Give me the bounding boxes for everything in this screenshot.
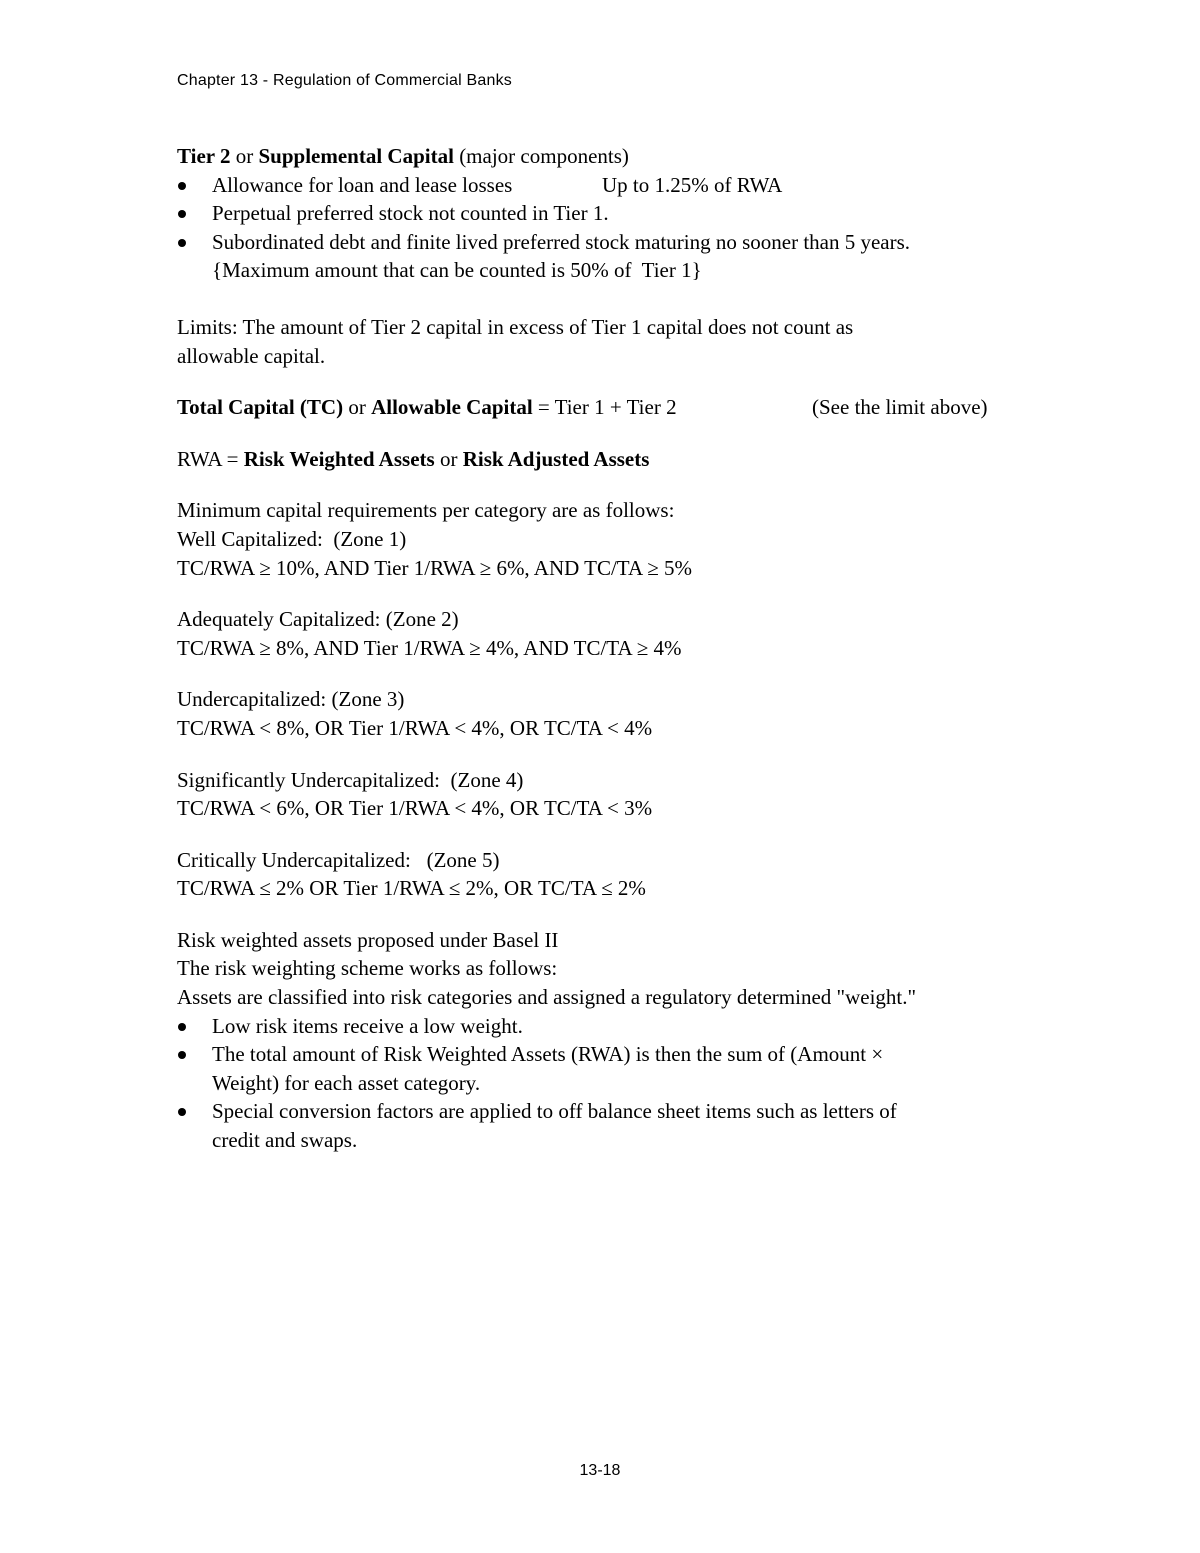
tier2-heading bbox=[177, 142, 1037, 171]
list-item bbox=[177, 171, 1037, 200]
tier2-heading-connector: or bbox=[230, 144, 259, 168]
zone-block bbox=[177, 685, 1037, 742]
list-item-text-continued: Weight) for each asset category. bbox=[212, 1070, 481, 1095]
page-body bbox=[177, 142, 1037, 1155]
zone-rule: TC/RWA ≤ 2% OR Tier 1/RWA ≤ 2%, OR TC/TA ≤ 2% bbox=[177, 876, 646, 901]
bullet-icon bbox=[178, 1023, 186, 1031]
tier2-heading-term-2: Supplemental Capital bbox=[258, 144, 454, 168]
zone-block bbox=[177, 766, 1037, 823]
bullet-icon bbox=[178, 182, 186, 190]
rwa-prefix: RWA = bbox=[177, 446, 244, 471]
zone-label: Adequately Capitalized: (Zone 2) bbox=[177, 607, 459, 632]
page-number: 13-18 bbox=[579, 1462, 621, 1479]
rwa-term: Risk Weighted Assets bbox=[243, 446, 435, 471]
tier2-heading-rest: (major components) bbox=[453, 144, 629, 168]
zone-rule: TC/RWA ≥ 10%, AND Tier 1/RWA ≥ 6%, AND TC/TA ≥ 5% bbox=[177, 555, 692, 580]
limits-line-2: allowable capital. bbox=[177, 343, 326, 368]
bullet-icon bbox=[178, 1108, 186, 1116]
total-capital-formula bbox=[177, 393, 812, 422]
allowable-capital-term: Allowable Capital bbox=[371, 395, 533, 420]
risk-weighted-bullet-list bbox=[177, 1012, 1037, 1155]
zone-block bbox=[177, 525, 1037, 582]
list-item-text-continued: credit and swaps. bbox=[212, 1128, 358, 1153]
list-item bbox=[177, 1040, 1037, 1097]
list-item-text: Perpetual preferred stock not counted in Tier 1. bbox=[212, 201, 609, 226]
list-item-text-continued: {Maximum amount that can be counted is 50% of Tier 1} bbox=[212, 258, 702, 283]
total-capital-term: Total Capital (TC) bbox=[177, 395, 344, 420]
list-item-text: Low risk items receive a low weight. bbox=[212, 1013, 523, 1038]
total-capital-definition bbox=[177, 393, 1037, 422]
zone-label: Significantly Undercapitalized: (Zone 4) bbox=[177, 767, 524, 792]
list-item bbox=[177, 199, 1037, 228]
rwa-connector: or bbox=[434, 446, 463, 471]
basel-line-1: Risk weighted assets proposed under Basel II bbox=[177, 927, 559, 952]
list-item-text: Special conversion factors are applied to off balance sheet items such as letters of bbox=[212, 1099, 897, 1124]
rwa-term-2: Risk Adjusted Assets bbox=[462, 446, 650, 471]
total-capital-connector: or bbox=[343, 395, 372, 420]
list-item bbox=[177, 1097, 1037, 1154]
total-capital-note: (See the limit above) bbox=[812, 395, 988, 420]
categories-intro: Minimum capital requirements per category are as follows: bbox=[177, 498, 675, 523]
zone-label: Well Capitalized: (Zone 1) bbox=[177, 526, 407, 551]
rwa-definition bbox=[177, 445, 1037, 474]
basel-line-2: The risk weighting scheme works as follows: bbox=[177, 956, 558, 981]
basel-line-3: Assets are classified into risk categories and assigned a regulatory determined "weight." bbox=[177, 985, 917, 1010]
list-item bbox=[177, 228, 1037, 285]
list-item-text: The total amount of Risk Weighted Assets (RWA) is then the sum of (Amount × bbox=[212, 1042, 884, 1067]
zone-block bbox=[177, 846, 1037, 903]
total-capital-equation: = Tier 1 + Tier 2 bbox=[532, 395, 677, 420]
zone-rule: TC/RWA < 8%, OR Tier 1/RWA < 4%, OR TC/TA < 4% bbox=[177, 715, 653, 740]
list-item-text: Allowance for loan and lease losses bbox=[212, 172, 513, 197]
zone-rule: TC/RWA ≥ 8%, AND Tier 1/RWA ≥ 4%, AND TC/TA ≥ 4% bbox=[177, 635, 682, 660]
list-item-note: Up to 1.25% of RWA bbox=[602, 172, 783, 197]
tier2-heading-term: Tier 2 bbox=[177, 144, 231, 168]
list-item-text: Subordinated debt and finite lived preferred stock maturing no sooner than 5 years. bbox=[212, 229, 911, 254]
zone-block bbox=[177, 605, 1037, 662]
zone-label: Undercapitalized: (Zone 3) bbox=[177, 687, 405, 712]
zone-rule: TC/RWA < 6%, OR Tier 1/RWA < 4%, OR TC/TA < 3% bbox=[177, 796, 653, 821]
tier2-bullet-list bbox=[177, 171, 1037, 285]
bullet-icon bbox=[178, 1051, 186, 1059]
list-item bbox=[177, 1012, 1037, 1041]
limits-line-1: Limits: The amount of Tier 2 capital in excess of Tier 1 capital does not count as bbox=[177, 314, 854, 339]
running-head: Chapter 13 - Regulation of Commercial Banks bbox=[177, 72, 512, 89]
zone-label: Critically Undercapitalized: (Zone 5) bbox=[177, 847, 500, 872]
bullet-icon bbox=[178, 210, 186, 218]
bullet-icon bbox=[178, 239, 186, 247]
